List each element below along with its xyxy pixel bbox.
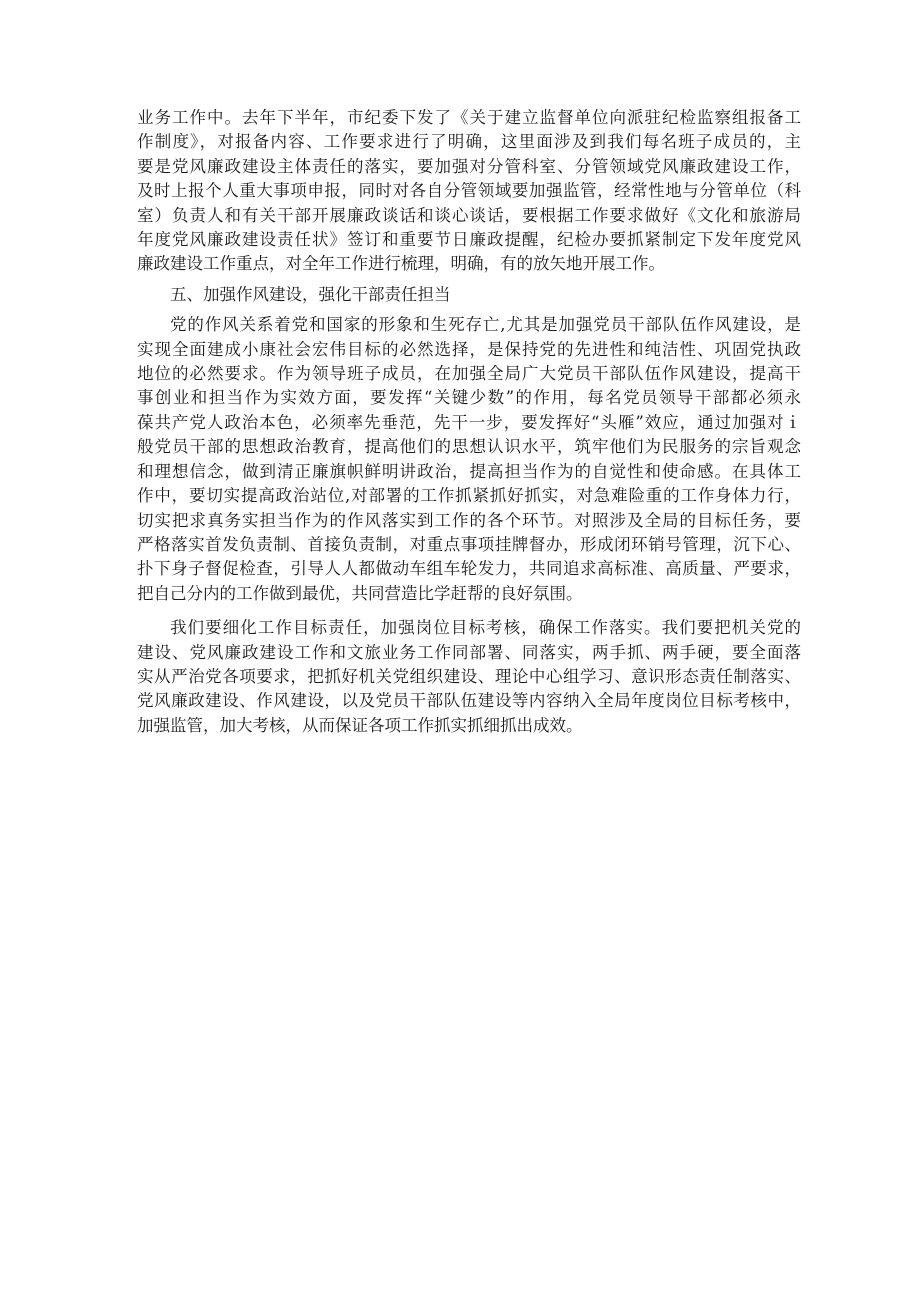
paragraph-line: 切实把求真务实担当作为的作风落实到工作的各个环节。对照涉及全局的目标任务，要	[137, 510, 801, 530]
paragraph-line: 年度党风廉政建设责任状》签订和重要节日廉政提醒，纪检办要抓紧制定下发年度党风	[137, 230, 801, 250]
paragraph-line: 作中，要切实提高政治站位,对部署的工作抓紧抓好抓实，对急难险重的工作身体力行，	[137, 486, 801, 506]
paragraph-line: 要是党风廉政建设主体责任的落实，要加强对分管科室、分管领域党风廉政建设工作，	[137, 156, 801, 176]
paragraph-1	[137, 106, 801, 277]
paragraph-2	[137, 313, 801, 606]
paragraph-line: 党的作风关系着党和国家的形象和生死存亡,尤其是加强党员干部队伍作风建设，是	[170, 315, 801, 335]
paragraph-line: 实现全面建成小康社会宏伟目标的必然选择，是保持党的先进性和纯洁性、巩固党执政	[137, 339, 801, 359]
paragraph-line: 严格落实首发负责制、首接负责制，对重点事项挂牌督办，形成闭环销号管理，沉下心、	[137, 534, 801, 554]
paragraph-line: 把自己分内的工作做到最优，共同营造比学赶帮的良好氛围。	[137, 583, 583, 603]
paragraph-line: 般党员干部的思想政治教育，提高他们的思想认识水平，筑牢他们为民服务的宗旨观念	[137, 437, 801, 457]
document-page	[137, 106, 801, 738]
paragraph-line: 廉政建设工作重点，对全年工作进行梳理，明确，有的放矢地开展工作。	[137, 254, 665, 274]
paragraph-line: 事创业和担当作为实效方面，要发挥“关键少数”的作用，每名党员领导干部都必须永	[137, 388, 801, 408]
paragraph-line: 业务工作中。去年下半年，市纪委下发了《关于建立监督单位向派驻纪检监察组报备工	[137, 108, 801, 127]
paragraph-line: 室）负责人和有关干部开展廉政谈话和谈心谈话，要根据工作要求做好《文化和旅游局	[137, 205, 801, 225]
paragraph-line: 建设、党风廉政建设工作和文旅业务工作同部署、同落实，两手抓、两手硬，要全面落	[137, 642, 801, 662]
paragraph-line: 实从严治党各项要求，把抓好机关党组织建设、理论中心组学习、意识形态责任制落实、	[137, 666, 801, 686]
paragraph-line: 及时上报个人重大事项申报，同时对各自分管领域要加强监管，经常性地与分管单位（科	[137, 181, 801, 201]
paragraph-line: 地位的必然要求。作为领导班子成员，在加强全局广大党员干部队伍作风建设，提高干	[137, 364, 801, 384]
section-heading-5: 五、加强作风建设，强化干部责任担当	[170, 284, 451, 304]
paragraph-line: 我们要细化工作目标责任，加强岗位目标考核，确保工作落实。我们要把机关党的	[170, 618, 801, 638]
paragraph-3	[137, 616, 801, 738]
paragraph-line: 扑下身子督促检查，引导人人都做动车组车轮发力，共同追求高标准、高质量、严要求，	[137, 559, 801, 579]
paragraph-line: 加强监管，加大考核，从而保证各项工作抓实抓细抓出成效。	[137, 715, 583, 735]
paragraph-line: 党风廉政建设、作风建设，以及党员干部队伍建设等内容纳入全局年度岗位目标考核中，	[137, 691, 801, 711]
paragraph-line: 作制度》，对报备内容、工作要求进行了明确，这里面涉及到我们每名班子成员的，主	[137, 132, 801, 152]
paragraph-line: 和理想信念，做到清正廉旗帜鲜明讲政治，提高担当作为的自觉性和使命感。在具体工	[137, 461, 801, 481]
spacer	[137, 606, 801, 616]
paragraph-line: 葆共产党人政治本色，必须率先垂范，先干一步，要发挥好“头雁”效应，通过加强对ｉ	[137, 412, 801, 432]
